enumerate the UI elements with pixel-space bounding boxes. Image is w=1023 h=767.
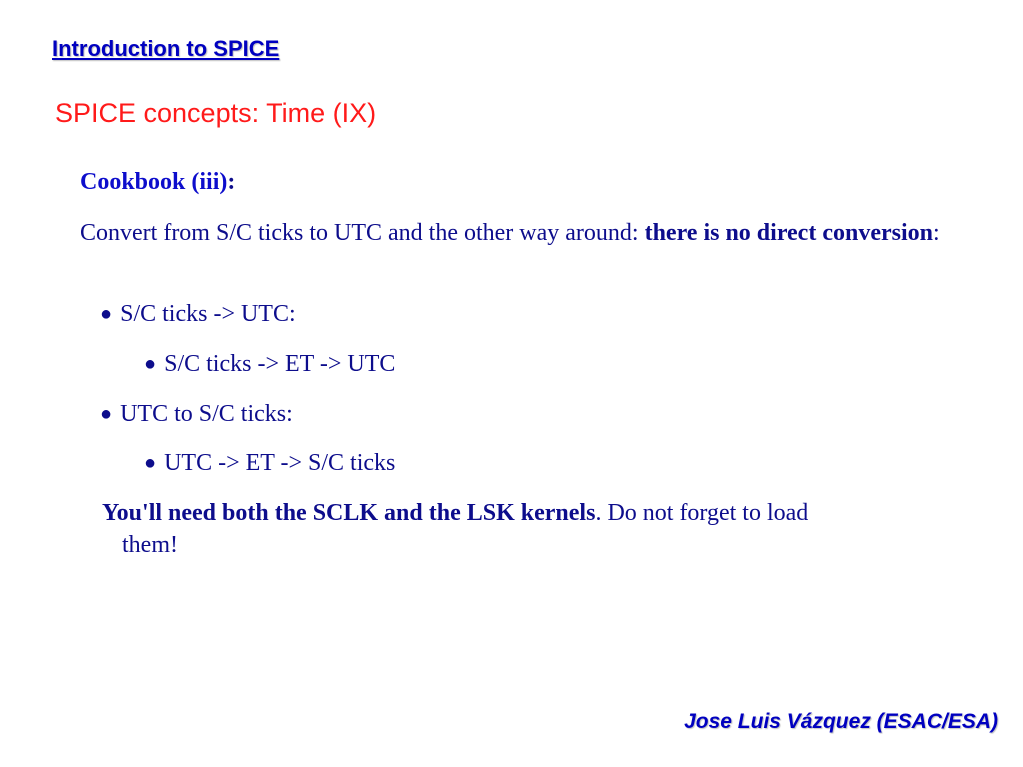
intro-bold-text: there is no direct conversion: [644, 220, 933, 246]
bullet-text: UTC -> ET -> S/C ticks: [164, 450, 396, 476]
bullet-text: S/C ticks -> ET -> UTC: [164, 351, 396, 377]
cookbook-heading: [80, 166, 235, 198]
slide-title: SPICE concepts: Time (IX): [55, 98, 377, 128]
bullet-item-2: [144, 348, 395, 380]
closing-continuation: them!: [122, 532, 178, 558]
cookbook-heading-text: Cookbook (iii): [80, 169, 228, 195]
bullet-dot-icon: ●: [144, 353, 157, 375]
cookbook-heading-colon: :: [227, 169, 236, 195]
intro-text: Convert from S/C ticks to UTC and the other way around:: [80, 220, 645, 246]
bullet-dot-icon: ●: [100, 403, 113, 425]
closing-paragraph: [102, 497, 972, 561]
bullet-item-1: [100, 298, 296, 330]
intro-paragraph: [80, 217, 960, 249]
bullet-dot-icon: ●: [100, 303, 113, 325]
bullet-item-3: [100, 398, 293, 430]
footer-author: Jose Luis Vázquez (ESAC/ESA): [684, 710, 998, 733]
closing-bold-text: You'll need both the SCLK and the LSK kernels: [102, 500, 596, 526]
bullet-text: UTC to S/C ticks:: [120, 401, 293, 427]
bullet-dot-icon: ●: [144, 452, 157, 474]
bullet-item-4: [144, 447, 395, 479]
header-title: Introduction to SPICE: [52, 36, 280, 61]
intro-end: :: [933, 220, 940, 246]
closing-text: . Do not forget to load: [595, 500, 809, 526]
bullet-text: S/C ticks -> UTC:: [120, 301, 296, 327]
